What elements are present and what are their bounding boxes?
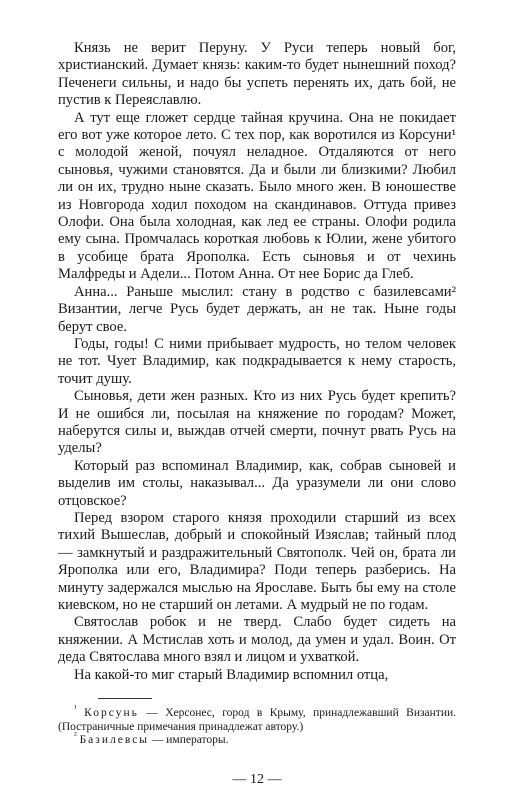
footnote-text: — императоры.: [149, 734, 229, 747]
footnote: [58, 730, 456, 748]
paragraph: Святослав робок и не тверд. Слабо будет сидеть на княжении. А Мстислав хоть и молод, да умен и удал. Воин. От деда Святослава много взял и лицом и ухваткой.: [58, 614, 456, 666]
paragraph: Перед взором старого князя проходили старший из всех тихий Вышеслав, добрый и спокойный Изяслав; тайный плод — замкнутый и раздражительный Святополк. Чей он, брата ли Ярополка или его, Владимира? Поди теперь разберись. На минуту задержался мыслью на Ярославе. Быть бы ему на столе киевском, но не старший он летами. А мудрый не по годам.: [58, 509, 456, 613]
paragraph: Князь не верит Перуну. У Руси теперь новый бог, христианский. Думает князь: каким-то будет нынешний поход? Печенеги сильны, и надо бы успеть перенять их, дать бой, не пустив к Переяславлю.: [58, 40, 456, 109]
footnote-divider: [98, 698, 152, 699]
paragraph: А тут еще гложет сердце тайная кручина. Она не покидает его вот уже которое лето. С тех пор, как воротился из Корсуни¹ с молодой женой, почуял неладное. Отдаляются от него сыновья, чужими становятся. Да и были ли близкими? Любил ли он их, трудно ныне сказать. Было много жен. В юношестве из Новгорода ходил походом на скандинавов. Оттуда привез Олофи. Она была холодная, как лед ее страны. Олофи родила ему сына. Промчалась короткая любовь к Юлии, жене убитого в усобице брата Ярополка. Есть сыновья и от чехинь Малфреды и Адели... Потом Анна. От нее Борис да Глеб.: [58, 109, 456, 283]
footnote-text: — Херсонес, город в Крыму, принадлежавший Византии. (Постраничные примечания принадлежат автору.): [58, 707, 457, 733]
paragraph: Который раз вспоминал Владимир, как, собрав сыновей и выделив им столы, наказывал... Да уразумели ли они слово отцовское?: [58, 457, 456, 509]
footnotes: [58, 703, 457, 748]
footnote-marker: ¹: [74, 703, 77, 714]
footnote-term: Корсунь: [84, 707, 139, 720]
paragraph: Анна... Раньше мыслил: стану в родство с базилевсами² Византии, легче Русь будет держать, ан не так. Ныне годы берут свое.: [58, 283, 456, 335]
page-number: — 12 —: [232, 771, 282, 787]
footnote-term: Базилевсы: [79, 734, 150, 747]
footnote: [58, 703, 457, 734]
main-text: [58, 40, 456, 684]
footnote-marker: ²: [74, 730, 77, 741]
paragraph: Сыновья, дети жен разных. Кто из них Русь будет крепить? И не ошибся ли, посылая на княжение по городам? Может, наберутся силы и, выждав отчей смерти, почнут рвать Русь на уделы?: [58, 388, 456, 457]
paragraph: Годы, годы! С ними прибывает мудрость, но телом человек не тот. Чует Владимир, как подкрадывается к нему старость, точит душу.: [58, 335, 456, 387]
paragraph: На какой-то миг старый Владимир вспомнил отца,: [74, 666, 389, 683]
